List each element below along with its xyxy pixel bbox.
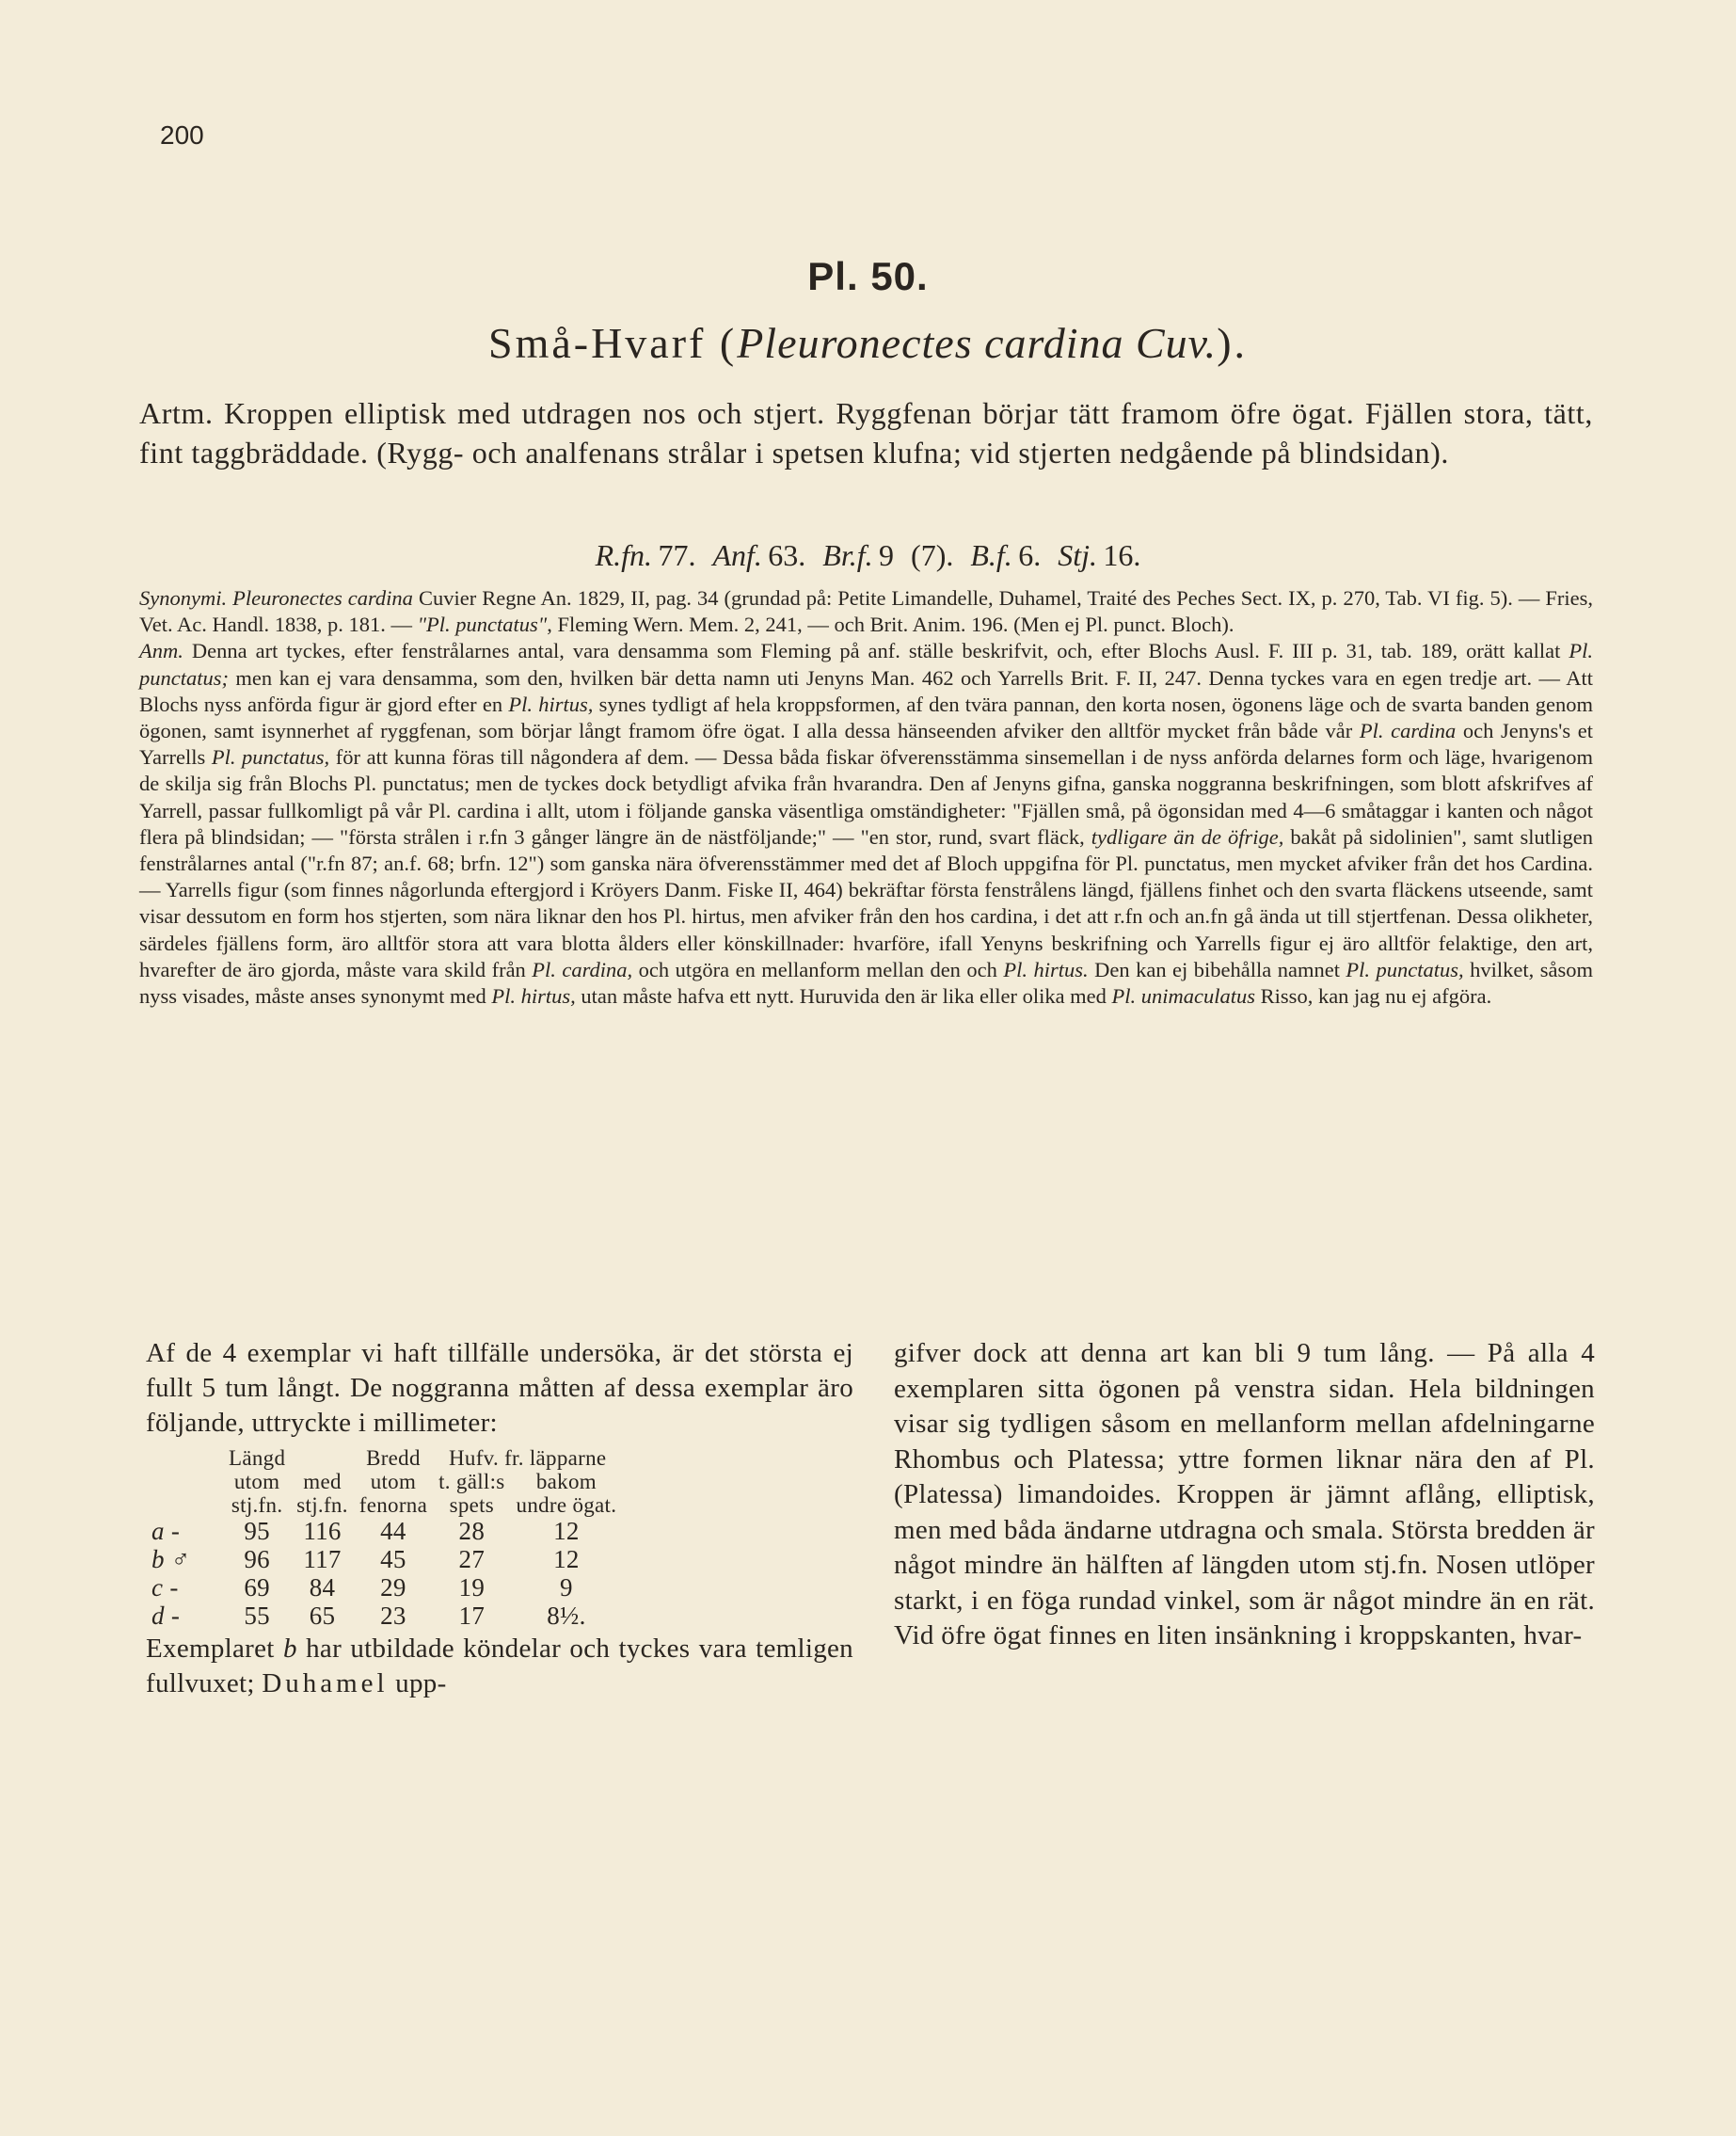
synonymy-punctatus: "Pl. punctatus"	[417, 613, 548, 637]
annotation-italic: Pl. punctatus;	[139, 639, 1593, 690]
fin-brf-value: 9 (7).	[879, 538, 954, 572]
row-label: b ♂	[151, 1545, 191, 1573]
row-label: d -	[151, 1602, 181, 1630]
header-head-top: Hufv. fr. läpparne	[449, 1446, 607, 1470]
annotation-paragraph	[139, 638, 1593, 1010]
table-row	[146, 1602, 622, 1630]
table-header-blank	[146, 1446, 223, 1470]
table-header-blank	[146, 1493, 223, 1517]
annotation-text: och utgöra en mellanform mellan den och	[632, 957, 1004, 981]
annotation-text: för att kunna föras till någondera af dem. — Dessa båda fiskar öfverensstämma sinsemellan i de nyss anförda delarnes form och läge, hvarigenom de skilja sig från Blochs Pl. punctatus; men de tyckes dock betydligt afvika från hvarandra. Den af Jenyns gifna, ganska noggranna beskrifningen, som blott afskrifves af Yarrell, passar fullkomligt på vår Pl. cardina i allt, utom i följande ganska väsentliga omständigheter: "Fjällen små, på ögonsidan med 4—6 småtaggar i kanten och något flera på blindsidan; — "första strålen i r.fn 3 gånger längre än de nästföljande;" — "en stor, rund, svart fläck,	[139, 745, 1593, 849]
outro-text: har utbildade köndelar och tyckes vara temligen fullvuxet;	[146, 1634, 853, 1698]
fin-rfn-label: R.fn.	[595, 538, 653, 572]
annotation-italic: Pl. unimaculatus	[1111, 984, 1256, 1009]
fin-anf-value: 63.	[768, 538, 806, 572]
cell-length-med: 84	[309, 1573, 336, 1602]
annotation-text: men kan ej vara densamma, som den, hvilken bär detta namn uti Jenyns Man. 462 och Yarrells Brit. F. II, 247. Denna tyckes vara en egen tredje art. — Att Blochs nyss anförda figur är gjord efter en	[139, 665, 1593, 716]
synonymy-species: Pleuronectes cardina	[232, 586, 413, 610]
synonymy-paragraph	[139, 585, 1593, 638]
header-width-utom: utom	[370, 1470, 417, 1493]
synonymy-text: Cuvier Regne An. 1829, II, pag. 34 (grundad på: Petite Limandelle, Duhamel, Traité des Peches Sect. IX, p. 270, Tab. VI fig. 5). — Fries, Vet. Ac. Handl. 1838, p. 181. —	[139, 586, 1594, 637]
cell-head-gall: 19	[458, 1573, 486, 1602]
row-label: c -	[151, 1573, 179, 1602]
fin-formula	[0, 538, 1736, 573]
fin-bf-label: B.f.	[970, 538, 1012, 572]
outro-text: upp-	[388, 1668, 447, 1698]
header-width-fenorna: fenorna	[358, 1493, 428, 1517]
outro-specimen: b	[282, 1634, 297, 1664]
header-length-stjfn: stj.fn.	[231, 1493, 283, 1517]
annotation-italic: tydligare än de öfrige,	[1091, 824, 1284, 849]
synonymy-label: Synonymi.	[139, 586, 228, 610]
table-row	[146, 1573, 622, 1602]
measurement-outro	[146, 1632, 853, 1701]
header-head-bakom: bakom	[535, 1470, 597, 1493]
cell-head-ogat: 9	[560, 1573, 573, 1602]
cell-head-ogat: 12	[553, 1545, 580, 1573]
header-length-stjfn-2: stj.fn.	[296, 1493, 348, 1517]
annotation-text: och Jenyns's et Yarrells	[139, 719, 1593, 770]
annotation-italic: Pl. hirtus,	[491, 984, 576, 1009]
cell-head-gall: 17	[458, 1602, 486, 1630]
annotation-text: utan måste hafva ett nytt. Huruvida den är lika eller olika med	[575, 984, 1112, 1009]
right-column-text: gifver dock att denna art kan bli 9 tum lång. — På alla 4 exemplaren sitta ögonen på venstra sidan. Hela bildningen visar sig tydligen såsom en mellanform mellan afdelningarne Rhombus och Platessa; yttre formen liknar nära den af Pl. (Platessa) limandoides. Kroppen är jämnt aflång, elliptisk, men med båda ändarne utdragna och smala. Största bredden är något mindre än hälften af längden utom stj.fn. Nosen utlöper starkt, i en föga rundad vinkel, som är något mindre än en rät. Vid öfre ögat finnes en liten insänkning i kroppskanten, hvar-	[894, 1338, 1595, 1650]
table-row	[146, 1545, 622, 1573]
cell-length-utom: 55	[244, 1602, 270, 1630]
species-title-close: ).	[1217, 319, 1249, 367]
measurement-intro: Af de 4 exemplar vi haft tillfälle undersöka, är det största ej fullt 5 tum långt. De noggranna måtten af dessa exemplar äro följande, uttryckte i millimeter:	[146, 1338, 853, 1438]
annotation-text: Risso, kan jag nu ej afgöra.	[1255, 984, 1492, 1009]
cell-width: 45	[380, 1545, 406, 1573]
fin-rfn-value: 77.	[658, 538, 696, 572]
annotation-text: Denna art tyckes, efter fenstrålarnes antal, vara densamma som Fleming på anf. ställe beskrifvit, och, efter Blochs Ausl. F. III p. 31, tab. 189, orätt kallat	[183, 639, 1569, 663]
annotation-italic: Pl. punctatus,	[1346, 957, 1464, 981]
cell-head-gall: 27	[458, 1545, 486, 1573]
table-row	[146, 1517, 622, 1545]
species-title	[0, 318, 1736, 368]
header-length-utom: utom	[233, 1470, 280, 1493]
annotation-text: hvilket, såsom nyss visades, måste anses synonymt med	[139, 957, 1593, 1009]
header-width-top: Bredd	[366, 1446, 421, 1470]
species-common-name: Små-Hvarf (	[487, 319, 738, 367]
cell-length-utom: 95	[244, 1517, 270, 1545]
cell-width: 23	[380, 1602, 406, 1630]
cell-head-ogat: 8½.	[547, 1602, 586, 1630]
species-latin-name: Pleuronectes cardina Cuv.	[737, 319, 1218, 367]
outro-author: Duhamel	[262, 1668, 389, 1698]
left-column	[146, 1336, 853, 1701]
cell-width: 44	[380, 1517, 406, 1545]
measurement-table	[146, 1446, 622, 1630]
cell-head-ogat: 12	[553, 1517, 580, 1545]
table-header-blank	[291, 1446, 354, 1470]
annotation-text: bakåt på sidolinien", samt slutligen fenstrålarnes antal ("r.fn 87; an.f. 68; brfn. 12") som ganska nära öfverensstämmer med det af Bloch uppgifna för Pl. punctatus, men mycket afviker från det hos Cardina. — Yarrells figur (som finnes någorlunda eftergjord i Kröyers Danm. Fiske II, 464) bekräftar första fenstrålens längd, fjällens finhet och den svarta fläckens utseende, samt visar dessutom en form hos stjerten, som nära liknar den hos Pl. hirtus, men afviker från den hos cardina, i det att r.fn och an.fn gå ända ut till stjertfenan. Dessa olikheter, särdeles fjällens form, äro alltför stora att vara blotta ålders eller könskillnader: hvarföre, ifall Yenyns beskrifning och Yarrells figur ej äro alltför felaktige, den art, hvarefter de äro gjorda, måste vara skild från	[139, 824, 1593, 981]
cell-width: 29	[380, 1573, 406, 1602]
cell-length-med: 117	[303, 1545, 342, 1573]
annotation-italic: Pl. hirtus,	[508, 692, 594, 716]
header-head-ogat: undre ögat.	[516, 1493, 617, 1517]
fin-bf-value: 6.	[1018, 538, 1042, 572]
annotation-label: Anm.	[139, 639, 183, 663]
annotation-text: Den kan ej bibehålla namnet	[1088, 957, 1346, 981]
annotation-text: synes tydligt af hela kroppsformen, af den tvära pannan, den korta nosen, ögonens läge och de svarta banden genom ögonen, samt isynnerhet af ryggfenan, som börjar långt framom öfre ögat. I alla dessa hänseenden afviker den alltför mycket från både vår	[139, 692, 1594, 743]
fin-anf-label: Anf.	[712, 538, 762, 572]
table-header-blank	[146, 1470, 223, 1493]
annotation-italic: Pl. hirtus.	[1003, 957, 1089, 981]
right-column	[894, 1336, 1595, 1654]
header-length-top: Längd	[229, 1446, 286, 1470]
annotation-italic: Pl. punctatus,	[211, 745, 330, 770]
cell-length-med: 65	[309, 1602, 336, 1630]
cell-head-gall: 28	[458, 1517, 486, 1545]
fin-stj-label: Stj.	[1058, 538, 1097, 572]
diagnosis-paragraph: Artm. Kroppen elliptisk med utdragen nos och stjert. Ryggfenan börjar tätt framom öfre ögat. Fjällen stora, tätt, fint taggbräddade. (Rygg- och analfenans strålar i spetsen klufna; vid stjerten nedgående på blindsidan).	[139, 396, 1593, 470]
row-label: a -	[151, 1517, 181, 1545]
cell-length-utom: 69	[244, 1573, 270, 1602]
header-length-med: med	[303, 1470, 342, 1493]
fin-brf-label: Br.f.	[822, 538, 873, 572]
annotation-italic: Pl. cardina	[1359, 719, 1457, 743]
annotation-italic: Pl. cardina,	[532, 957, 633, 981]
notes-block	[139, 585, 1593, 1010]
header-head-gall: t. gäll:s	[438, 1470, 505, 1493]
fin-stj-value: 16.	[1103, 538, 1141, 572]
cell-length-med: 116	[303, 1517, 342, 1545]
page-number: 200	[160, 120, 204, 150]
plate-title: Pl. 50.	[807, 254, 929, 298]
header-head-spets: spets	[449, 1493, 495, 1517]
synonymy-text: , Fleming Wern. Mem. 2, 241, — och Brit. Anim. 196. (Men ej Pl. punct. Bloch).	[547, 613, 1234, 637]
cell-length-utom: 96	[244, 1545, 270, 1573]
outro-text: Exemplaret	[146, 1634, 283, 1664]
